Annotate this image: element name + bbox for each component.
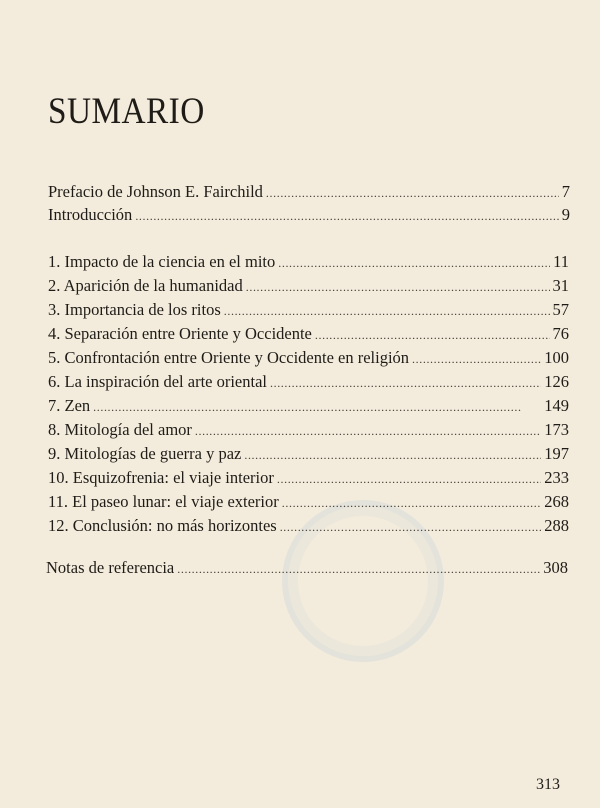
- dot-leader: [315, 324, 550, 346]
- toc-entry-chapter-12: [48, 515, 569, 538]
- toc-entry-page: 126: [544, 372, 569, 391]
- toc-entry-chapter-3: [48, 299, 569, 322]
- toc-entry-page: 149: [544, 396, 569, 415]
- toc-entry-chapter-7: [48, 395, 569, 418]
- toc-entry-chapter-1: [48, 251, 569, 274]
- dot-leader: [277, 468, 541, 490]
- toc-entry-label: 5. Confrontación entre Oriente y Occidente en religión: [48, 348, 410, 367]
- toc-entry-chapter-10: [48, 467, 569, 490]
- dot-leader: [93, 396, 541, 418]
- dot-leader: [280, 516, 542, 538]
- toc-entry-label: 9. Mitologías de guerra y paz: [48, 444, 242, 463]
- toc-entry-chapter-2: [48, 275, 569, 298]
- toc-entry-label: 2. Aparición de la humanidad: [48, 276, 243, 295]
- dot-leader: [282, 492, 541, 514]
- toc-entry-page: 57: [552, 300, 569, 319]
- toc-entry-label: 4. Separación entre Oriente y Occidente: [48, 324, 312, 343]
- toc-entry-label: 7. Zen: [48, 396, 91, 415]
- toc-entry-prefacio: [48, 181, 570, 204]
- dot-leader: [266, 182, 559, 204]
- page-title: SUMARIO: [48, 91, 205, 132]
- toc-entry-chapter-4: [48, 323, 569, 346]
- toc-entry-page: 288: [544, 516, 569, 535]
- toc-entry-label: 1. Impacto de la ciencia en el mito: [48, 252, 276, 271]
- toc-entry-label: 12. Conclusión: no más horizontes: [48, 516, 277, 535]
- dot-leader: [224, 300, 550, 322]
- toc-entry-page: 308: [543, 558, 568, 577]
- toc-entry-label: 3. Importancia de los ritos: [48, 300, 221, 319]
- dot-leader: [244, 444, 541, 466]
- toc-entry-page: 197: [544, 444, 569, 463]
- dot-leader: [270, 372, 541, 394]
- toc-entry-chapter-11: [48, 491, 569, 514]
- toc-entry-label: 10. Esquizofrenia: el viaje interior: [48, 468, 274, 487]
- toc-entry-label: 6. La inspiración del arte oriental: [48, 372, 267, 391]
- toc-entry-chapter-5: [48, 347, 569, 370]
- dot-leader: [177, 558, 540, 580]
- toc-entry-chapter-8: [48, 419, 569, 442]
- toc-entry-page: 9: [561, 205, 570, 224]
- toc-entry-introduccion: [48, 204, 570, 227]
- toc-entry-page: 100: [544, 348, 569, 367]
- dot-leader: [412, 348, 541, 370]
- toc-entry-label: Notas de referencia: [46, 558, 175, 577]
- toc-entry-page: 76: [552, 324, 569, 343]
- toc-entry-page: 173: [544, 420, 569, 439]
- dot-leader: [195, 420, 541, 442]
- toc-entry-label: Introducción: [48, 205, 133, 224]
- page-number: 313: [536, 776, 560, 793]
- toc-entry-label: Prefacio de Johnson E. Fairchild: [48, 182, 263, 201]
- toc-entry-page: 7: [561, 182, 570, 201]
- dot-leader: [246, 276, 550, 298]
- toc-entry-page: 268: [544, 492, 569, 511]
- dot-leader: [135, 205, 558, 227]
- toc-entry-label: 11. El paseo lunar: el viaje exterior: [48, 492, 279, 511]
- toc-entry-chapter-9: [48, 443, 569, 466]
- toc-entry-page: 31: [552, 276, 569, 295]
- dot-leader: [278, 252, 550, 274]
- toc-entry-page: 233: [544, 468, 569, 487]
- toc-entry-chapter-6: [48, 371, 569, 394]
- toc-entry-label: 8. Mitología del amor: [48, 420, 192, 439]
- toc-entry-notas: [46, 557, 568, 580]
- toc-entry-page: 11: [553, 252, 569, 271]
